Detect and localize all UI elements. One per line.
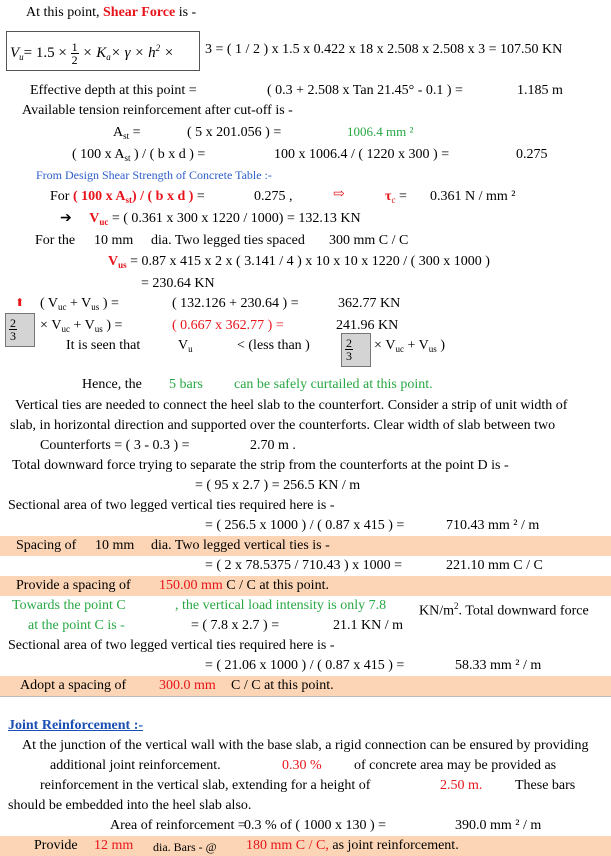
area-reinforcement-calc: 0.3 % of ( 1000 x 130 ) =	[244, 818, 387, 833]
pt-calc: 100 x 1006.4 / ( 1220 x 300 ) =	[274, 147, 450, 162]
shear-calc: 3 = ( 1 / 2 ) x 1.5 x 0.422 x 18 x 2.508 x 2.508 x 3 = 107.50 KN	[205, 42, 563, 57]
bullet-icon: ⬆	[15, 297, 25, 309]
ties-dia: 10 mm	[94, 233, 134, 248]
effective-depth-label: Effective depth at this point =	[30, 83, 197, 98]
vertical-ties-para-2: slab, in horizontal direction and supported over the counterforts. Clear width of slab between two	[10, 418, 556, 433]
effective-depth-calc: ( 0.3 + 2.508 x Tan 21.45° - 0.1 ) =	[267, 83, 463, 98]
available-reinforcement: Available tension reinforcement after cut-off is -	[22, 103, 293, 118]
sectional-area-value-2: 58.33 mm ² / m	[455, 658, 542, 673]
at-point-c-value: 21.1 KN / m	[333, 618, 403, 633]
joint-para-4: should be embedded into the heel slab also.	[8, 798, 252, 813]
adopt-spacing-label: Adopt a spacing of	[20, 678, 127, 693]
provide-joint-dia: 12 mm	[94, 838, 134, 853]
hence-label: Hence, the	[82, 377, 142, 392]
shear-formula: $V_u= 1.5$ × $\frac{1}{2}$ × $K_a\times \gamma \times h^2$ ×	[10, 40, 175, 68]
adopt-spacing-unit: C / C at this point.	[231, 678, 334, 693]
vsum-label: ( $V_{uc} + V_{us}$ ) =	[40, 296, 119, 312]
pt-value: 0.275	[516, 147, 548, 162]
joint-reinforcement-heading: Joint Reinforcement :-	[8, 718, 144, 733]
spacing-calc: = ( 2 x 78.5375 / 710.43 ) x 1000 =	[205, 558, 403, 573]
vsum-value: 362.77 KN	[338, 296, 401, 311]
area-reinforcement-label: Area of reinforcement =	[110, 818, 246, 833]
sectional-area-value-1: 710.43 mm ² / m	[446, 518, 540, 533]
spacing-label: Spacing of	[16, 538, 77, 553]
area-reinforcement-value: 390.0 mm ² / m	[455, 818, 542, 833]
spacing-desc: dia. Two legged vertical ties is -	[151, 538, 330, 553]
provide-joint-spacing: 180 mm C / C, as joint reinforcement.	[246, 838, 459, 853]
at-point-c-calc: = ( 7.8 x 2.7 ) =	[191, 618, 280, 633]
ast-calc: ( 5 x 201.056 ) =	[187, 125, 282, 140]
ties-spacing: 300 mm C / C	[329, 233, 409, 248]
shear-force-intro: At this point, Shear Force is -	[26, 5, 197, 20]
joint-para-2a: additional joint reinforcement.	[50, 758, 221, 773]
counterforts-width: Counterforts = ( 3 - 0.3 ) =	[40, 438, 190, 453]
provide-joint-label: Provide	[34, 838, 78, 853]
curtail-text: can be safely curtailed at this point.	[234, 377, 433, 392]
two-thirds-expr: × $V_{uc} + V_{us}$ ) =	[40, 318, 123, 334]
divider	[0, 696, 611, 697]
joint-para-2b: of concrete area may be provided as	[354, 758, 557, 773]
tau-c-value: 0.361 N / mm ²	[430, 189, 516, 204]
vuc-line: ➔ $V_{uc}$ = ( 0.361 x 300 x 1220 / 1000) = 132.13 KN	[60, 211, 361, 227]
two-thirds-calc: ( 0.667 x 362.77 ) =	[172, 318, 284, 333]
provide-joint-desc: dia. Bars - @	[153, 840, 217, 854]
joint-height: 2.50 m.	[440, 778, 483, 793]
vus-line: $V_{us} = 0.87$ x 415 x 2 x ( 3.141 / 4 ) x 10 x 10 x 1220 / ( 300 x 1000 )	[108, 254, 490, 270]
pt-label: ( 100 x $A_{st}$ ) / ( b x d ) =	[72, 147, 206, 163]
ties-for-label: For the	[35, 233, 76, 248]
sectional-area-label-1: Sectional area of two legged vertical ties required here is -	[8, 498, 335, 513]
provide-spacing-label: Provide a spacing of	[16, 578, 131, 593]
vsum-calc: ( 132.126 + 230.64 ) =	[172, 296, 299, 311]
comparison-less-than: < (less than )	[237, 338, 310, 353]
implies-icon: ⇨	[333, 187, 345, 202]
ast-value: 1006.4 mm ²	[347, 124, 414, 139]
arrow-icon: ➔	[60, 211, 72, 226]
ties-desc: dia. Two legged ties spaced	[151, 233, 305, 248]
vertical-ties-para-1: Vertical ties are needed to connect the heel slab to the counterfort. Consider a strip of unit width of	[15, 398, 568, 413]
at-point-c-label: at the point C is -	[28, 618, 125, 633]
vertical-load-intensity: , the vertical load intensity is only 7.8	[175, 598, 387, 613]
two-thirds-value: 241.96 KN	[336, 318, 399, 333]
tau-c-pt: 0.275 ,	[254, 189, 293, 204]
joint-para-1: At the junction of the vertical wall with the base slab, a rigid connection can be ensured by providing	[22, 738, 589, 753]
downward-force-d: Total downward force trying to separate the strip from the counterforts at the point D is -	[12, 458, 509, 473]
spacing-dia: 10 mm	[95, 538, 135, 553]
comparison-rhs: × $V_{uc} + V_{us}$ )	[374, 338, 445, 354]
downward-force-d-calc: = ( 95 x 2.7 ) = 256.5 KN / m	[195, 478, 361, 493]
tau-c-symbol: $\tau_c$ =	[385, 189, 407, 205]
towards-point-c: Towards the point C	[12, 598, 126, 613]
load-unit: $KN/m^2$. Total downward force	[419, 601, 589, 619]
joint-para-3a: reinforcement in the vertical slab, extending for a height of	[40, 778, 371, 793]
sectional-area-label-2: Sectional area of two legged vertical ties required here is -	[8, 638, 335, 653]
two-thirds-frac-1: $\frac{2}{3}$	[10, 316, 16, 343]
sectional-area-calc-1: = ( 256.5 x 1000 ) / ( 0.87 x 415 ) =	[205, 518, 405, 533]
bars-count: 5 bars	[169, 377, 203, 392]
joint-percent: 0.30 %	[282, 758, 322, 773]
sectional-area-calc-2: = ( 21.06 x 1000 ) / ( 0.87 x 415 ) =	[205, 658, 405, 673]
comparison-label: It is seen that	[66, 338, 141, 353]
counterforts-width-value: 2.70 m .	[250, 438, 296, 453]
effective-depth-value: 1.185 m	[517, 83, 563, 98]
ast-label: $A_{st}$ =	[113, 125, 141, 141]
vus-value: = 230.64 KN	[141, 276, 215, 291]
table-reference: From Design Shear Strength of Concrete Table :-	[36, 168, 272, 182]
adopt-spacing-value: 300.0 mm	[159, 678, 216, 693]
joint-para-3b: These bars	[515, 778, 576, 793]
spacing-value: 221.10 mm C / C	[446, 558, 543, 573]
tau-c-line: For ( 100 x $A_{st}$) / ( b x d ) =	[50, 189, 205, 205]
provide-spacing-line: 150.00 mm C / C at this point.	[159, 578, 329, 593]
two-thirds-frac-2: $\frac{2}{3}$	[346, 336, 352, 363]
comparison-vu: $V_u$	[178, 338, 193, 354]
